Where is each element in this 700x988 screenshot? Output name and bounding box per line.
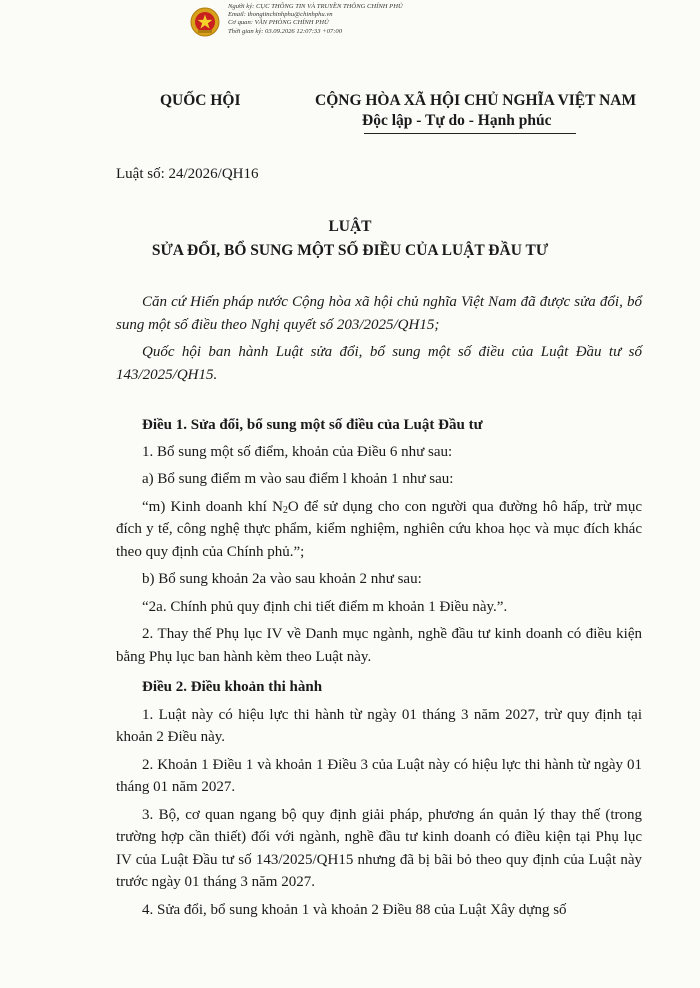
clause: 1. Bổ sung một số điểm, khoản của Điều 6 như sau: [142,443,453,460]
article-1 [116,414,642,668]
national-emblem-icon [190,7,220,37]
national-motto: Độc lập - Tự do - Hạnh phúc [362,112,552,129]
clause: 2. Thay thế Phụ lục IV về Danh mục ngành, nghề đầu tư kinh doanh có điều kiện bằng Phụ lục ban hành kèm theo Luật này. [116,626,642,665]
document-type-title: LUẬT [328,218,372,235]
issuer-name: QUỐC HỘI [160,92,241,109]
clause: b) Bổ sung khoản 2a vào sau khoản 2 như sau: [142,571,422,587]
signature-email: Email: thongtinchinhphu@chinhphu.vn [228,11,333,19]
article-heading: Điều 2. Điều khoản thi hành [142,679,323,695]
clause: 3. Bộ, cơ quan ngang bộ quy định giải pháp, phương án quản lý thay thế (trong trường hợp cần thiết) đối với ngành, nghề đầu tư kinh doanh có điều kiện tại Phụ lục IV của Luật Đầu tư số 143/2025/QH15 nhưng đã bị bãi bỏ theo quy định của Luật này trước ngày 01 tháng 3 năm 2027. [116,806,642,890]
clause-quote [116,496,642,564]
country-name: CỘNG HÒA XÃ HỘI CHỦ NGHĨA VIỆT NAM [315,92,637,109]
preamble-paragraph: Căn cứ Hiến pháp nước Cộng hòa xã hội chủ nghĩa Việt Nam đã được sửa đổi, bổ sung một số điều theo Nghị quyết số 203/2025/QH15; [116,294,642,333]
preamble [116,291,642,386]
article-heading: Điều 1. Sửa đổi, bổ sung một số điều của Luật Đầu tư [142,417,483,433]
subscript: 2 [282,504,288,516]
clause: a) Bổ sung điểm m vào sau điểm l khoản 1 như sau: [142,471,454,487]
quote-text: “m) Kinh doanh khí N [142,498,283,515]
law-number: Luật số: 24/2026/QH16 [116,166,259,182]
document-title: SỬA ĐỔI, BỔ SUNG MỘT SỐ ĐIỀU CỦA LUẬT ĐẦU TƯ [151,242,549,259]
motto-underline [364,133,576,134]
preamble-paragraph: Quốc hội ban hành Luật sửa đổi, bổ sung một số điều của Luật Đầu tư số 143/2025/QH15. [116,344,642,383]
signature-agency: Cơ quan: VĂN PHÒNG CHÍNH PHỦ [228,19,329,27]
quote-text: O để sử dụng cho con người qua đường hô hấp, trừ mục đích y tế, công nghệ thực phẩm, kiểm nghiệm, nghiên cứu khoa học và mục đích khác theo quy định của Chính phủ.”; [116,498,642,560]
clause: 2. Khoản 1 Điều 1 và khoản 1 Điều 3 của Luật này có hiệu lực thi hành từ ngày 01 tháng 01 năm 2027. [116,756,642,795]
signature-time: Thời gian ký: 03.09.2026 12:07:33 +07:00 [228,27,343,35]
article-2 [116,676,642,921]
clause: 1. Luật này có hiệu lực thi hành từ ngày 01 tháng 3 năm 2027, trừ quy định tại khoản 2 Điều này. [116,706,642,745]
clause-quote: “2a. Chính phủ quy định chi tiết điểm m khoản 1 Điều này.”. [142,598,508,615]
clause: 4. Sửa đổi, bổ sung khoản 1 và khoản 2 Điều 88 của Luật Xây dựng số [142,901,567,918]
signature-signer: Người ký: CỤC THÔNG TIN VÀ TRUYỀN THÔNG CHÍNH PHỦ [228,3,403,10]
